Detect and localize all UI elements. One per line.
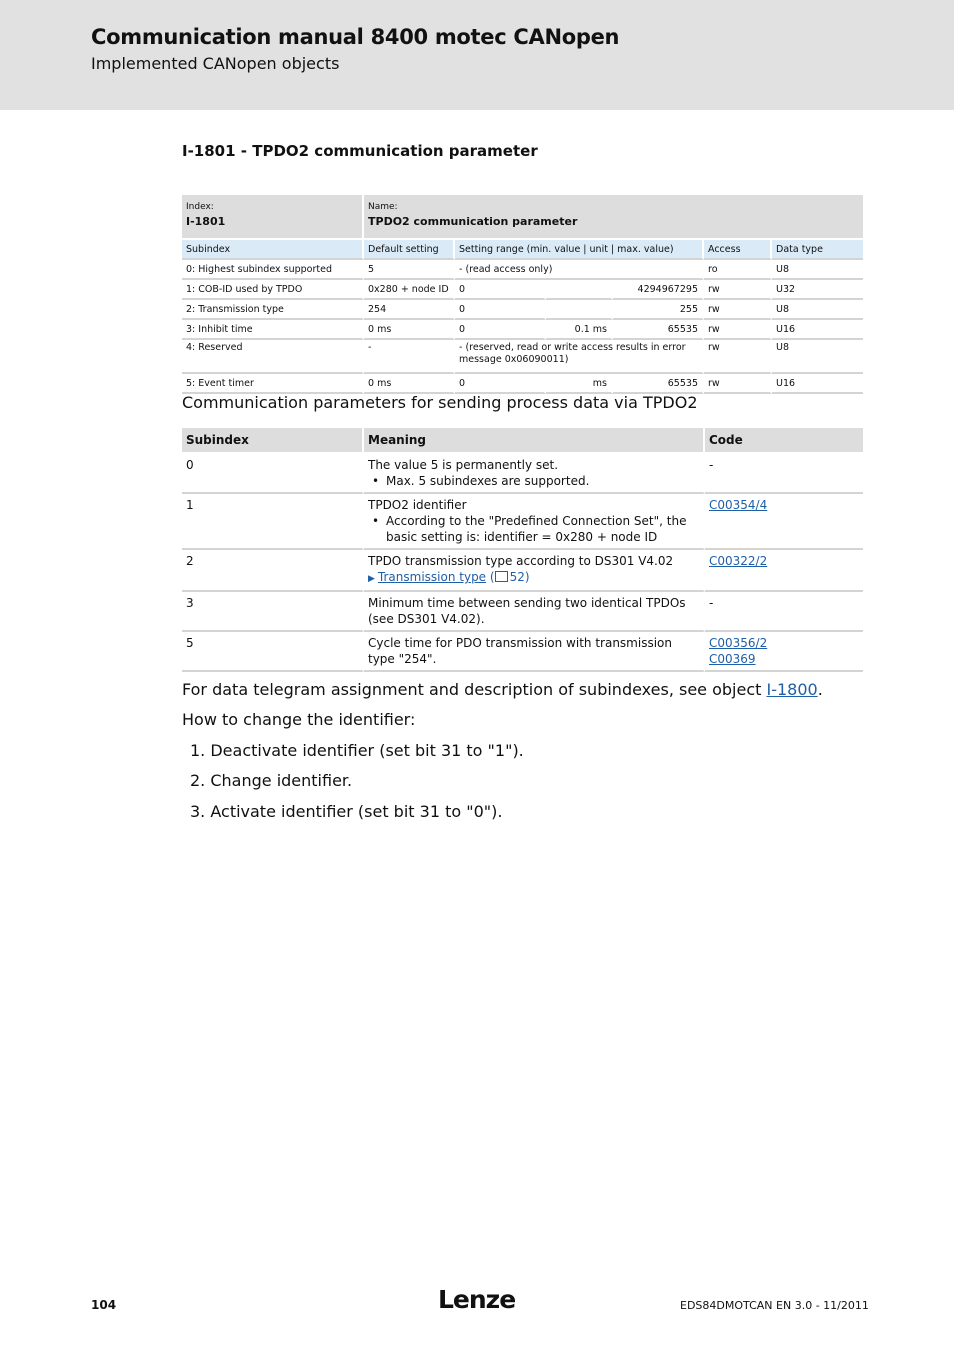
reference-end: . — [817, 680, 823, 699]
code-cell — [705, 550, 863, 592]
book-icon — [495, 571, 508, 582]
meaning-cell: Cycle time for PDO transmission with transmission type "254". — [364, 632, 705, 672]
col-subindex: Subindex — [182, 240, 364, 260]
table-row — [182, 300, 863, 320]
col-meaning: Meaning — [364, 428, 705, 454]
table-row — [182, 494, 863, 550]
meaning-bullet: • According to the "Predefined Connection Set", the basic setting is: identifier = 0x280 + node ID — [386, 513, 699, 545]
code-link-c00322-2[interactable]: C00322/2 — [709, 554, 768, 568]
subindex-cell: 2: Transmission type — [182, 300, 364, 320]
type-cell: U8 — [772, 340, 863, 374]
code-link-c00356-2[interactable]: C00356/2 — [709, 636, 768, 650]
access-cell: rw — [704, 340, 772, 374]
subindex-cell: 3: Inhibit time — [182, 320, 364, 340]
type-cell: U32 — [772, 280, 863, 300]
col-access: Access — [704, 240, 772, 260]
table-row — [182, 280, 863, 300]
meaning-text: The value 5 is permanently set. — [368, 458, 559, 472]
code-cell — [705, 494, 863, 550]
transmission-type-link[interactable]: Transmission type — [377, 570, 487, 584]
table-row — [182, 454, 863, 494]
reference-text: For data telegram assignment and description of subindexes, see object — [182, 680, 767, 699]
type-cell: U8 — [772, 300, 863, 320]
max-cell: 65535 — [613, 374, 704, 394]
type-cell: U8 — [772, 260, 863, 280]
subindex-cell: 1: COB-ID used by TPDO — [182, 280, 364, 300]
table-row — [182, 592, 863, 632]
column-header-row — [182, 240, 863, 260]
table-row — [182, 550, 863, 592]
subindex-cell: 3 — [182, 592, 364, 632]
meaning-cell: Minimum time between sending two identical TPDOs (see DS301 V4.02). — [364, 592, 705, 632]
page-number: 104 — [91, 1298, 117, 1312]
code-cell: - — [705, 454, 863, 494]
default-cell: 254 — [364, 300, 455, 320]
subindex-cell: 5 — [182, 632, 364, 672]
subindex-cell: 0 — [182, 454, 364, 494]
unit-cell: 0.1 ms — [546, 320, 613, 340]
section-title: I-1801 - TPDO2 communication parameter — [182, 142, 538, 160]
unit-cell — [546, 280, 613, 300]
max-cell: 255 — [613, 300, 704, 320]
subindex-cell: 5: Event timer — [182, 374, 364, 394]
max-cell: 4294967295 — [613, 280, 704, 300]
i-1800-link[interactable]: I-1800 — [766, 680, 818, 699]
col-range: Setting range (min. value | unit | max. value) — [455, 240, 704, 260]
default-cell: 0 ms — [364, 374, 455, 394]
subindex-cell: 4: Reserved — [182, 340, 364, 374]
name-cell — [364, 195, 863, 240]
col-default: Default setting — [364, 240, 455, 260]
code-cell: - — [705, 592, 863, 632]
table-row — [182, 374, 863, 394]
min-cell: 0 — [455, 280, 546, 300]
meaning-header-row — [182, 428, 863, 454]
name-label: Name: — [368, 202, 398, 212]
page-ref-open: ( — [489, 570, 495, 584]
document-title: Communication manual 8400 motec CANopen — [91, 25, 620, 49]
access-cell: ro — [704, 260, 772, 280]
document-id: EDS84DMOTCAN EN 3.0 - 11/2011 — [680, 1299, 869, 1312]
min-cell: 0 — [455, 300, 546, 320]
arrow-right-icon: ▶ — [368, 574, 375, 584]
code-link-c00354-4[interactable]: C00354/4 — [709, 498, 768, 512]
col-subindex: Subindex — [182, 428, 364, 454]
subindex-cell: 1 — [182, 494, 364, 550]
meaning-text: TPDO2 identifier — [368, 498, 467, 512]
access-cell: rw — [704, 374, 772, 394]
page-ref-number[interactable]: 52) — [509, 570, 530, 584]
default-cell: 5 — [364, 260, 455, 280]
default-cell: - — [364, 340, 455, 374]
reference-paragraph — [182, 680, 823, 699]
table-row — [182, 320, 863, 340]
cross-reference — [368, 569, 699, 587]
subindex-cell: 2 — [182, 550, 364, 592]
max-cell: 65535 — [613, 320, 704, 340]
range-cell: - (reserved, read or write access results in error message 0x06090011) — [455, 340, 704, 374]
meaning-bullet: • Max. 5 subindexes are supported. — [386, 473, 699, 489]
table-row — [182, 632, 863, 672]
page-header — [0, 0, 954, 110]
table-row — [182, 260, 863, 280]
access-cell: rw — [704, 300, 772, 320]
document-subtitle: Implemented CANopen objects — [91, 54, 340, 73]
lenze-logo: Lenze — [438, 1285, 516, 1314]
index-cell — [182, 195, 364, 240]
default-cell: 0x280 + node ID — [364, 280, 455, 300]
min-cell: 0 — [455, 374, 546, 394]
code-link-c00369[interactable]: C00369 — [709, 652, 756, 666]
code-cell — [705, 632, 863, 672]
step-item: 1. Deactivate identifier (set bit 31 to "1"). — [190, 741, 524, 760]
col-type: Data type — [772, 240, 863, 260]
how-to-paragraph: How to change the identifier: — [182, 710, 416, 729]
subindex-cell: 0: Highest subindex supported — [182, 260, 364, 280]
name-value: TPDO2 communication parameter — [368, 215, 578, 228]
index-label: Index: — [186, 202, 214, 212]
table-caption: Communication parameters for sending process data via TPDO2 — [182, 393, 698, 412]
type-cell: U16 — [772, 374, 863, 394]
unit-cell — [546, 300, 613, 320]
table-row — [182, 340, 863, 374]
step-item: 3. Activate identifier (set bit 31 to "0"). — [190, 802, 503, 821]
range-cell: - (read access only) — [455, 260, 704, 280]
object-header-row — [182, 195, 863, 240]
meaning-cell — [364, 454, 705, 494]
unit-cell: ms — [546, 374, 613, 394]
meaning-cell — [364, 550, 705, 592]
col-code: Code — [705, 428, 863, 454]
meaning-cell — [364, 494, 705, 550]
object-table — [182, 195, 863, 394]
meaning-text: TPDO transmission type according to DS301 V4.02 — [368, 554, 674, 568]
index-value: I-1801 — [186, 215, 226, 228]
step-item: 2. Change identifier. — [190, 771, 353, 790]
min-cell: 0 — [455, 320, 546, 340]
default-cell: 0 ms — [364, 320, 455, 340]
type-cell: U16 — [772, 320, 863, 340]
meaning-table — [182, 428, 863, 672]
access-cell: rw — [704, 280, 772, 300]
access-cell: rw — [704, 320, 772, 340]
